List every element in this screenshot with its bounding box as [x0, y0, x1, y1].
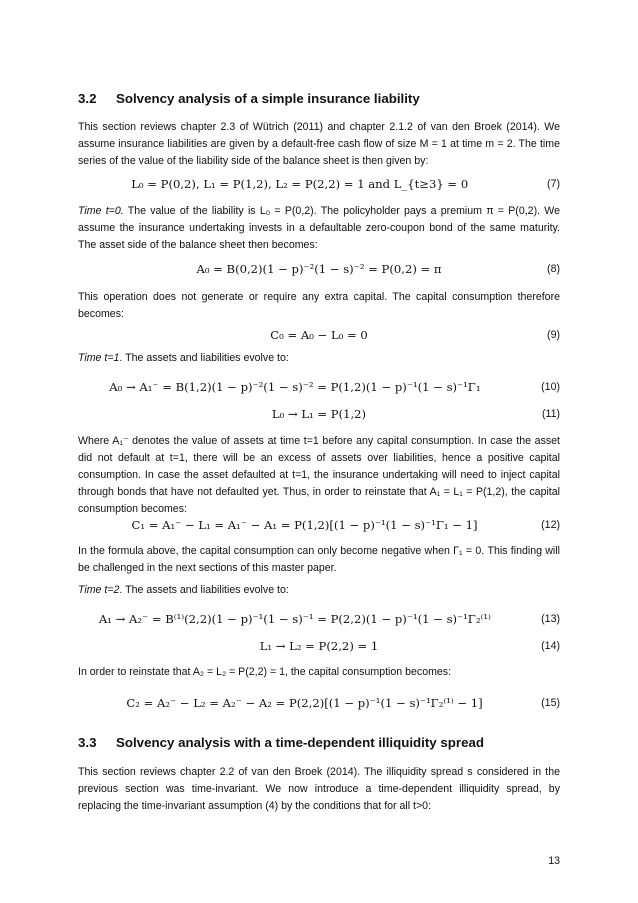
time-1-text: . The assets and liabilities evolve to: — [119, 352, 289, 364]
section-title: Solvency analysis of a simple insurance liability — [116, 91, 420, 106]
equation-10-number: (10) — [541, 381, 560, 393]
equation-7 — [78, 177, 560, 197]
paragraph-3-3: This section reviews chapter 2.2 of van den Broek (2014). The illiquidity spread s considered in the previous section was time-invariant. We now introduce a time-dependent illiquidity spread, by replacing the time-invariant assumption (4) by the conditions that for all t>0: — [78, 766, 560, 812]
paragraph-time-2 — [78, 582, 560, 599]
equation-15 — [78, 696, 560, 716]
time-0-text: The value of the liability is L₀ = P(0,2). The policyholder pays a premium π = P(0,2). We assume the insurance undertaking invests in a defaultable zero-coupon bond of the same maturity. The asset side of the balance sheet then becomes: — [78, 205, 560, 251]
section-heading-3-2 — [78, 91, 420, 106]
equation-14 — [78, 639, 560, 659]
equation-7-number: (7) — [547, 178, 560, 190]
equation-12 — [78, 518, 560, 538]
equation-11 — [78, 407, 560, 427]
paragraph-time-0 — [78, 203, 560, 254]
equation-14-expr: L₁ → L₂ = P(2,2) = 1 — [259, 639, 379, 653]
paragraph-intro: This section reviews chapter 2.3 of Wütrich (2011) and chapter 2.1.2 of van den Broek (2014). We assume insurance liabilities are given by a default-free cash flow of size M = 1 at time m = 2. The time series of the value of the liability side of the balance sheet is then given by: — [78, 121, 560, 167]
paragraph-where: Where A₁⁻ denotes the value of assets at time t=1 before any capital consumption. In case the asset did not default at t=1, there will be an excess of assets over liabilities, hence a positive capital consumption. In case the asset defaulted at t=1, the insurance undertaking will need to inject capital through bonds that have not defaulted yet. Thus, in order to reinstate that A₁ = L₁ = P(1,2), the capital consumption becomes: — [78, 435, 560, 515]
paragraph-capital: This operation does not generate or require any extra capital. The capital consumption therefore becomes: — [78, 291, 560, 320]
equation-12-expr: C₁ = A₁⁻ − L₁ = A₁⁻ − A₁ = P(1,2)[(1 − p)⁻¹(1 − s)⁻¹Γ₁ − 1] — [131, 518, 478, 532]
time-1-label: Time t=1 — [78, 352, 120, 364]
paragraph-reinstate: In order to reinstate that A₂ = L₂ = P(2,2) = 1, the capital consumption becomes: — [78, 666, 452, 678]
equation-8 — [78, 262, 560, 282]
time-0-label: Time t=0. — [78, 205, 124, 217]
equation-9 — [78, 328, 560, 348]
equation-8-expr: A₀ = B(0,2)(1 − p)⁻²(1 − s)⁻² = P(0,2) = π — [196, 262, 442, 276]
equation-7-expr: L₀ = P(0,2), L₁ = P(1,2), L₂ = P(2,2) = 1 and L_{t≥3} = 0 — [131, 177, 469, 191]
equation-15-expr: C₂ = A₂⁻ − L₂ = A₂⁻ − A₂ = P(2,2)[(1 − p)⁻¹(1 − s)⁻¹Γ₂⁽¹⁾ − 1] — [126, 696, 483, 710]
paragraph-time-1 — [78, 350, 560, 367]
section-number: 3.3 — [78, 735, 97, 750]
page-number: 13 — [548, 855, 560, 867]
section-heading-3-3 — [78, 735, 484, 750]
paragraph-formula: In the formula above, the capital consumption can only become negative when Γ₁ = 0. This finding will be challenged in the next sections of this master paper. — [78, 545, 560, 574]
equation-13 — [78, 612, 560, 632]
equation-10-expr: A₀ → A₁⁻ = B(1,2)(1 − p)⁻²(1 − s)⁻² = P(1,2)(1 − p)⁻¹(1 − s)⁻¹Γ₁ — [109, 380, 481, 394]
equation-14-number: (14) — [541, 640, 560, 652]
section-number: 3.2 — [78, 91, 97, 106]
time-2-text: . The assets and liabilities evolve to: — [119, 584, 289, 596]
equation-13-number: (13) — [541, 613, 560, 625]
equation-13-expr: A₁ → A₂⁻ = B⁽¹⁾(2,2)(1 − p)⁻¹(1 − s)⁻¹ = P(2,2)(1 − p)⁻¹(1 − s)⁻¹Γ₂⁽¹⁾ — [98, 612, 491, 626]
section-title: Solvency analysis with a time-dependent illiquidity spread — [116, 735, 484, 750]
equation-8-number: (8) — [547, 263, 560, 275]
equation-12-number: (12) — [541, 519, 560, 531]
equation-9-number: (9) — [547, 329, 560, 341]
time-2-label: Time t=2 — [78, 584, 120, 596]
equation-15-number: (15) — [541, 697, 560, 709]
equation-10 — [78, 380, 560, 400]
equation-11-number: (11) — [541, 408, 560, 420]
equation-9-expr: C₀ = A₀ − L₀ = 0 — [270, 328, 368, 342]
equation-11-expr: L₀ → L₁ = P(1,2) — [271, 407, 367, 421]
